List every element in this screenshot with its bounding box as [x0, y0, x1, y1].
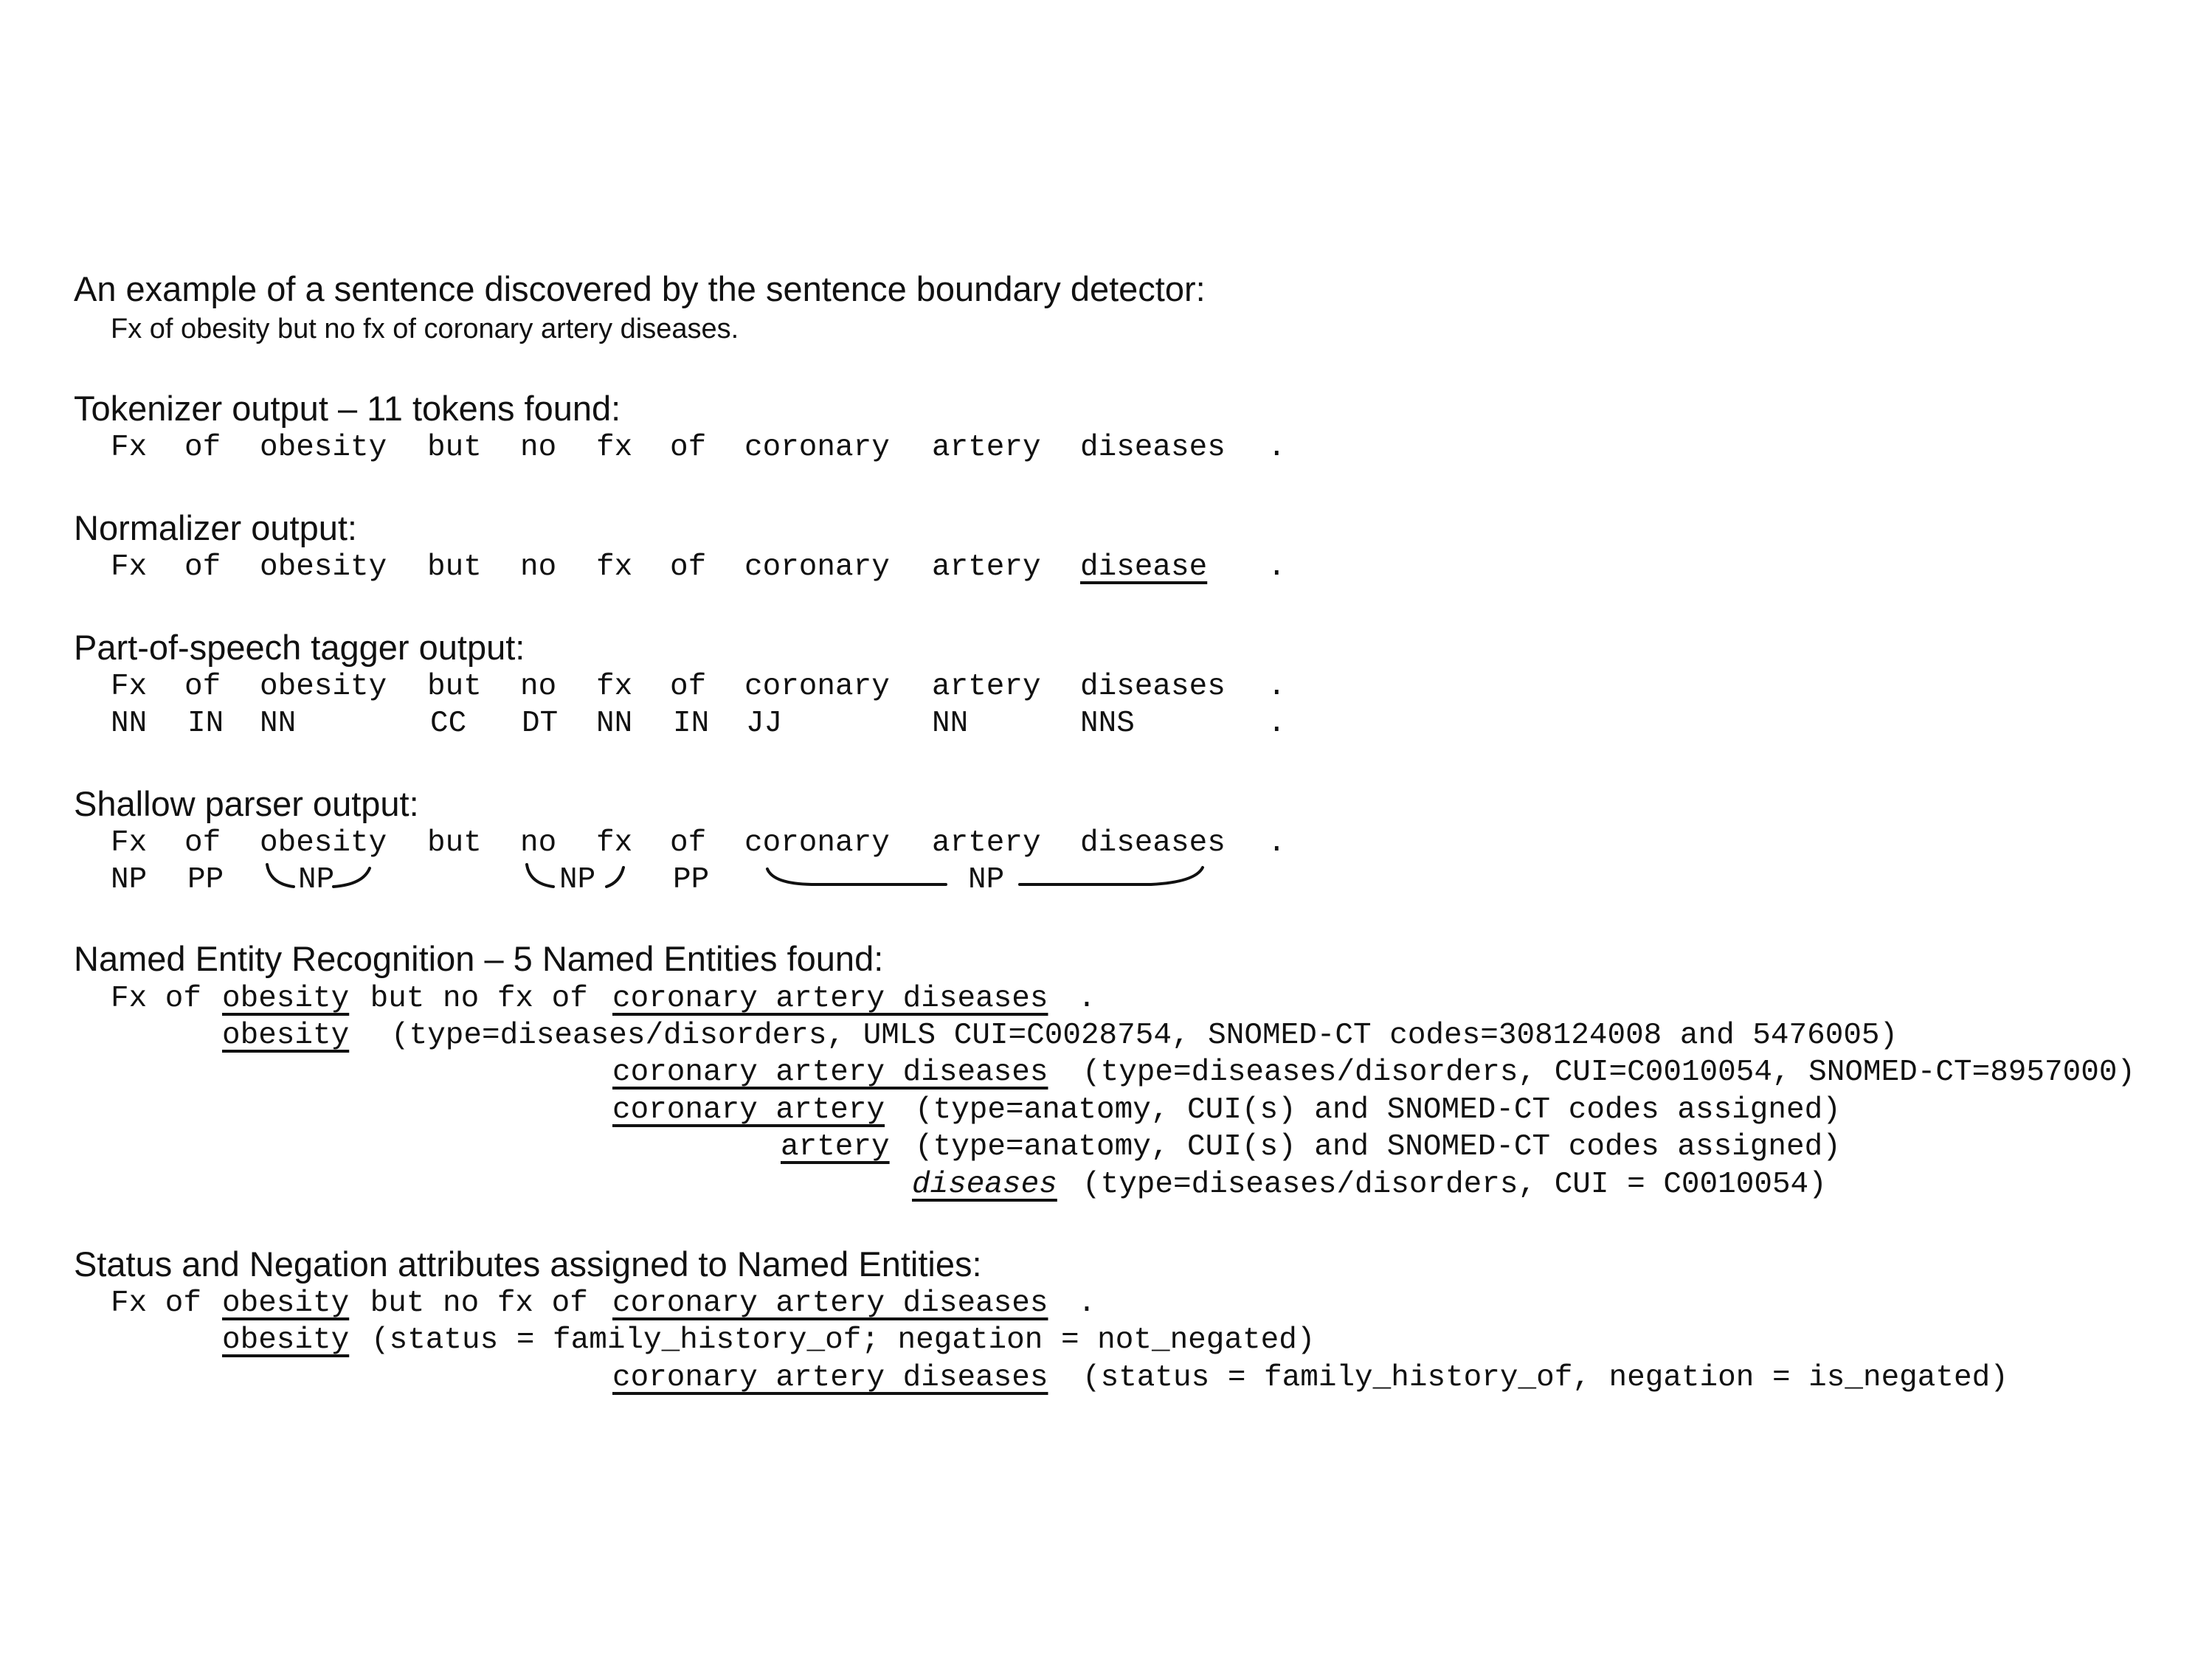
token: of	[670, 670, 707, 704]
token: of	[670, 550, 707, 584]
sentence-text: .	[1060, 1286, 1096, 1320]
token: artery	[932, 826, 1041, 860]
entity-obesity: obesity	[222, 982, 350, 1016]
chunk-label: NP	[298, 863, 335, 897]
entity-description: (type=anatomy, CUI(s) and SNOMED-CT codes assigned)	[915, 1130, 1841, 1164]
ner-heading: Named Entity Recognition – 5 Named Entities found:	[74, 939, 884, 978]
tokenizer-heading: Tokenizer output – 11 tokens found:	[74, 389, 621, 428]
pos-tag: DT	[522, 707, 559, 741]
entity-attributes: (status = family_history_of; negation = not_negated)	[371, 1323, 1316, 1357]
token: of	[184, 670, 221, 704]
token: no	[520, 431, 557, 465]
entity-description: (type=diseases/disorders, CUI=C0010054, SNOMED-CT=8957000)	[1082, 1056, 2136, 1090]
token: fx	[596, 826, 633, 860]
token: obesity	[260, 550, 387, 584]
entity-description: (type=diseases/disorders, CUI = C0010054)	[1082, 1168, 1827, 1202]
pos-heading: Part-of-speech tagger output:	[74, 628, 525, 667]
token: obesity	[260, 670, 387, 704]
token: no	[520, 550, 557, 584]
token: Fx	[111, 431, 148, 465]
pos-tag: IN	[187, 707, 224, 741]
token: but	[427, 431, 482, 465]
pos-tag: IN	[673, 707, 710, 741]
token: of	[670, 431, 707, 465]
token: of	[184, 826, 221, 860]
token: Fx	[111, 670, 148, 704]
entity-term: artery	[781, 1130, 890, 1164]
token: .	[1268, 826, 1286, 860]
chunk-label: NP	[559, 863, 596, 897]
sentence-text: Fx of	[111, 1286, 220, 1320]
entity-coronary-artery-diseases: coronary artery diseases	[612, 1286, 1048, 1320]
entity-term: obesity	[222, 1019, 350, 1053]
token: coronary	[744, 826, 890, 860]
status-entity-row	[0, 1363, 2212, 1400]
pos-tag: JJ	[746, 707, 783, 741]
intro-heading: An example of a sentence discovered by the sentence boundary detector:	[74, 269, 1206, 308]
token: fx	[596, 550, 633, 584]
token: artery	[932, 431, 1041, 465]
np-bracket-coronary-artery-diseases	[767, 867, 1203, 884]
token: fx	[596, 431, 633, 465]
token: of	[184, 431, 221, 465]
token: fx	[596, 670, 633, 704]
shallow-heading: Shallow parser output:	[74, 784, 419, 823]
ner-entity-row	[0, 1170, 2212, 1207]
token: but	[427, 826, 482, 860]
intro-sentence: Fx of obesity but no fx of coronary artery diseases.	[111, 314, 739, 344]
chunk-label: NP	[111, 863, 148, 897]
token: artery	[932, 670, 1041, 704]
token: .	[1268, 670, 1286, 704]
token: artery	[932, 550, 1041, 584]
pos-tag: NNS	[1080, 707, 1135, 741]
normalizer-heading: Normalizer output:	[74, 508, 357, 547]
entity-term: diseases	[912, 1168, 1057, 1202]
entity-term: obesity	[222, 1323, 350, 1357]
token: coronary	[744, 431, 890, 465]
pos-tag: CC	[430, 707, 467, 741]
token: of	[184, 550, 221, 584]
sentence-text: .	[1060, 982, 1096, 1016]
status-entity-row	[0, 1323, 2212, 1362]
ner-entity-row	[0, 1021, 2212, 1058]
ner-entity-row	[0, 1095, 2212, 1132]
pos-tag: NN	[932, 707, 969, 741]
token: obesity	[260, 826, 387, 860]
token: Fx	[111, 550, 148, 584]
ner-sentence	[0, 984, 2212, 1021]
chunk-label: NP	[968, 863, 1005, 897]
entity-term: coronary artery diseases	[612, 1361, 1048, 1395]
token: Fx	[111, 826, 148, 860]
np-bracket-obesity	[267, 865, 370, 887]
token: but	[427, 550, 482, 584]
chunk-label: PP	[673, 863, 710, 897]
token: obesity	[260, 431, 387, 465]
pos-tag: .	[1268, 707, 1286, 741]
np-bracket-no-fx	[527, 865, 623, 887]
token: but	[427, 670, 482, 704]
entity-description: (type=anatomy, CUI(s) and SNOMED-CT codes assigned)	[915, 1093, 1841, 1127]
token: coronary	[744, 550, 890, 584]
pos-tag: NN	[596, 707, 633, 741]
sentence-text: but no fx of	[352, 982, 606, 1016]
token: .	[1268, 550, 1286, 584]
entity-obesity: obesity	[222, 1286, 350, 1320]
normalized-token: disease	[1080, 550, 1208, 584]
token: .	[1268, 431, 1286, 465]
status-sentence	[0, 1286, 2212, 1326]
status-heading: Status and Negation attributes assigned to Named Entities:	[74, 1244, 982, 1284]
token: diseases	[1080, 431, 1226, 465]
token: no	[520, 670, 557, 704]
token: no	[520, 826, 557, 860]
token: diseases	[1080, 670, 1226, 704]
entity-term: coronary artery diseases	[612, 1056, 1048, 1090]
pos-tag: NN	[111, 707, 148, 741]
sentence-text: Fx of	[111, 982, 220, 1016]
ner-entity-row	[0, 1132, 2212, 1169]
token: coronary	[744, 670, 890, 704]
entity-attributes: (status = family_history_of, negation = is_negated)	[1082, 1361, 2008, 1395]
entity-coronary-artery-diseases: coronary artery diseases	[612, 982, 1048, 1016]
sentence-text: but no fx of	[352, 1286, 606, 1320]
token: diseases	[1080, 826, 1226, 860]
token: of	[670, 826, 707, 860]
ner-entity-row	[0, 1058, 2212, 1095]
chunk-label: PP	[187, 863, 224, 897]
entity-description: (type=diseases/disorders, UMLS CUI=C0028754, SNOMED-CT codes=308124008 and 5476005)	[391, 1019, 1898, 1053]
entity-term: coronary artery	[612, 1093, 885, 1127]
pos-tag: NN	[260, 707, 297, 741]
